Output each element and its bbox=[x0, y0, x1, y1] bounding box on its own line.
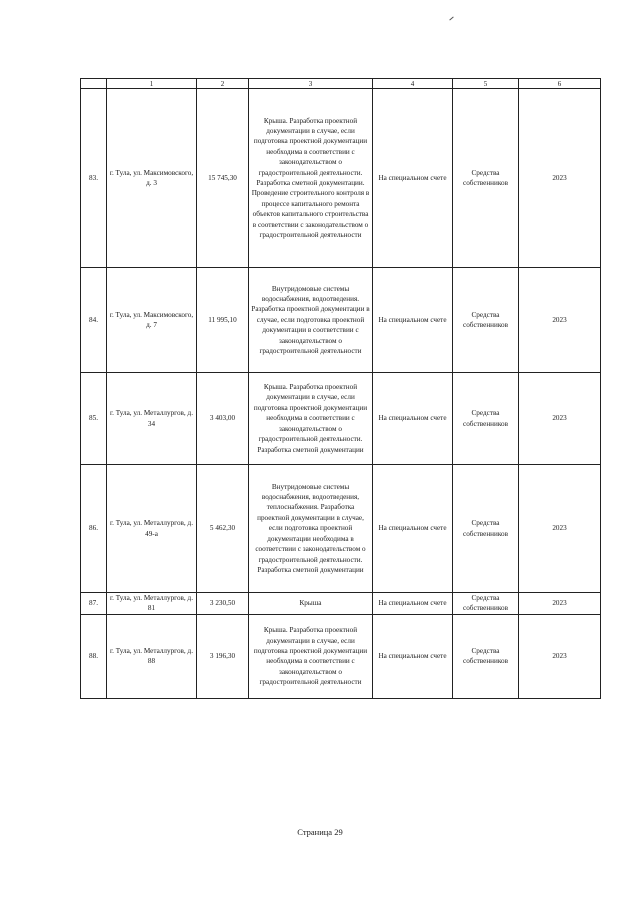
year-cell: 2023 bbox=[519, 465, 601, 593]
header-cell: 4 bbox=[373, 79, 453, 89]
scan-mark bbox=[449, 17, 453, 21]
works-cell: Крыша. Разработка проектной документации в случае, если подготовка проектной документации необходима в соответствии с законодательством о градостроительной деятельности bbox=[249, 614, 373, 698]
source-cell: Средства собственников bbox=[453, 89, 519, 268]
capital-repair-table bbox=[80, 78, 601, 699]
address-cell: г. Тула, ул. Металлургов, д. 81 bbox=[107, 593, 197, 615]
address-cell: г. Тула, ул. Металлургов, д. 88 bbox=[107, 614, 197, 698]
header-cell bbox=[81, 79, 107, 89]
table-row bbox=[81, 373, 601, 465]
source-cell: Средства собственников bbox=[453, 373, 519, 465]
source-cell: Средства собственников bbox=[453, 268, 519, 373]
amount-cell: 3 196,30 bbox=[197, 614, 249, 698]
source-cell: Средства собственников bbox=[453, 465, 519, 593]
amount-cell: 11 995,10 bbox=[197, 268, 249, 373]
header-cell: 3 bbox=[249, 79, 373, 89]
row-number: 87. bbox=[81, 593, 107, 615]
address-cell: г. Тула, ул. Максимовского, д. 3 bbox=[107, 89, 197, 268]
works-cell: Крыша. Разработка проектной документации в случае, если подготовка проектной документации необходима в соответствии с законодательством о градостроительной деятельности. Разработка сметной документации. Проведение строительного контроля в процессе капитального ремонта объектов капитального строительства в соответствии с законодательством о градостроительной деятельности bbox=[249, 89, 373, 268]
year-cell: 2023 bbox=[519, 89, 601, 268]
table-row bbox=[81, 614, 601, 698]
year-cell: 2023 bbox=[519, 593, 601, 615]
method-cell: На специальном счете bbox=[373, 614, 453, 698]
address-cell: г. Тула, ул. Металлургов, д. 34 bbox=[107, 373, 197, 465]
address-cell: г. Тула, ул. Металлургов, д. 49-а bbox=[107, 465, 197, 593]
table-row bbox=[81, 593, 601, 615]
table-row bbox=[81, 465, 601, 593]
works-cell: Крыша bbox=[249, 593, 373, 615]
method-cell: На специальном счете bbox=[373, 593, 453, 615]
amount-cell: 5 462,30 bbox=[197, 465, 249, 593]
works-cell: Крыша. Разработка проектной документации в случае, если подготовка проектной документации необходима в соответствии с законодательством о градостроительной деятельности. Разработка сметной документации bbox=[249, 373, 373, 465]
amount-cell: 3 403,00 bbox=[197, 373, 249, 465]
works-cell: Внутридомовые системы водоснабжения, водоотведения, теплоснабжения. Разработка проектной документации в случае, если подготовка проектной документации необходима в соответствии с законодательством о градостроительной деятельности. Разработка сметной документации bbox=[249, 465, 373, 593]
table-row bbox=[81, 268, 601, 373]
year-cell: 2023 bbox=[519, 614, 601, 698]
row-number: 88. bbox=[81, 614, 107, 698]
page-number: Страница 29 bbox=[297, 827, 343, 837]
year-cell: 2023 bbox=[519, 268, 601, 373]
method-cell: На специальном счете bbox=[373, 373, 453, 465]
source-cell: Средства собственников bbox=[453, 593, 519, 615]
method-cell: На специальном счете bbox=[373, 89, 453, 268]
header-row bbox=[81, 79, 601, 89]
source-cell: Средства собственников bbox=[453, 614, 519, 698]
amount-cell: 15 745,30 bbox=[197, 89, 249, 268]
table-row bbox=[81, 89, 601, 268]
header-cell: 6 bbox=[519, 79, 601, 89]
year-cell: 2023 bbox=[519, 373, 601, 465]
row-number: 84. bbox=[81, 268, 107, 373]
amount-cell: 3 230,50 bbox=[197, 593, 249, 615]
address-cell: г. Тула, ул. Максимовского, д. 7 bbox=[107, 268, 197, 373]
method-cell: На специальном счете bbox=[373, 268, 453, 373]
row-number: 86. bbox=[81, 465, 107, 593]
row-number: 83. bbox=[81, 89, 107, 268]
header-cell: 1 bbox=[107, 79, 197, 89]
header-cell: 2 bbox=[197, 79, 249, 89]
method-cell: На специальном счете bbox=[373, 465, 453, 593]
row-number: 85. bbox=[81, 373, 107, 465]
works-cell: Внутридомовые системы водоснабжения, водоотведения. Разработка проектной документации в случае, если подготовка проектной документации в соответствии с законодательством о градостроительной деятельности bbox=[249, 268, 373, 373]
header-cell: 5 bbox=[453, 79, 519, 89]
